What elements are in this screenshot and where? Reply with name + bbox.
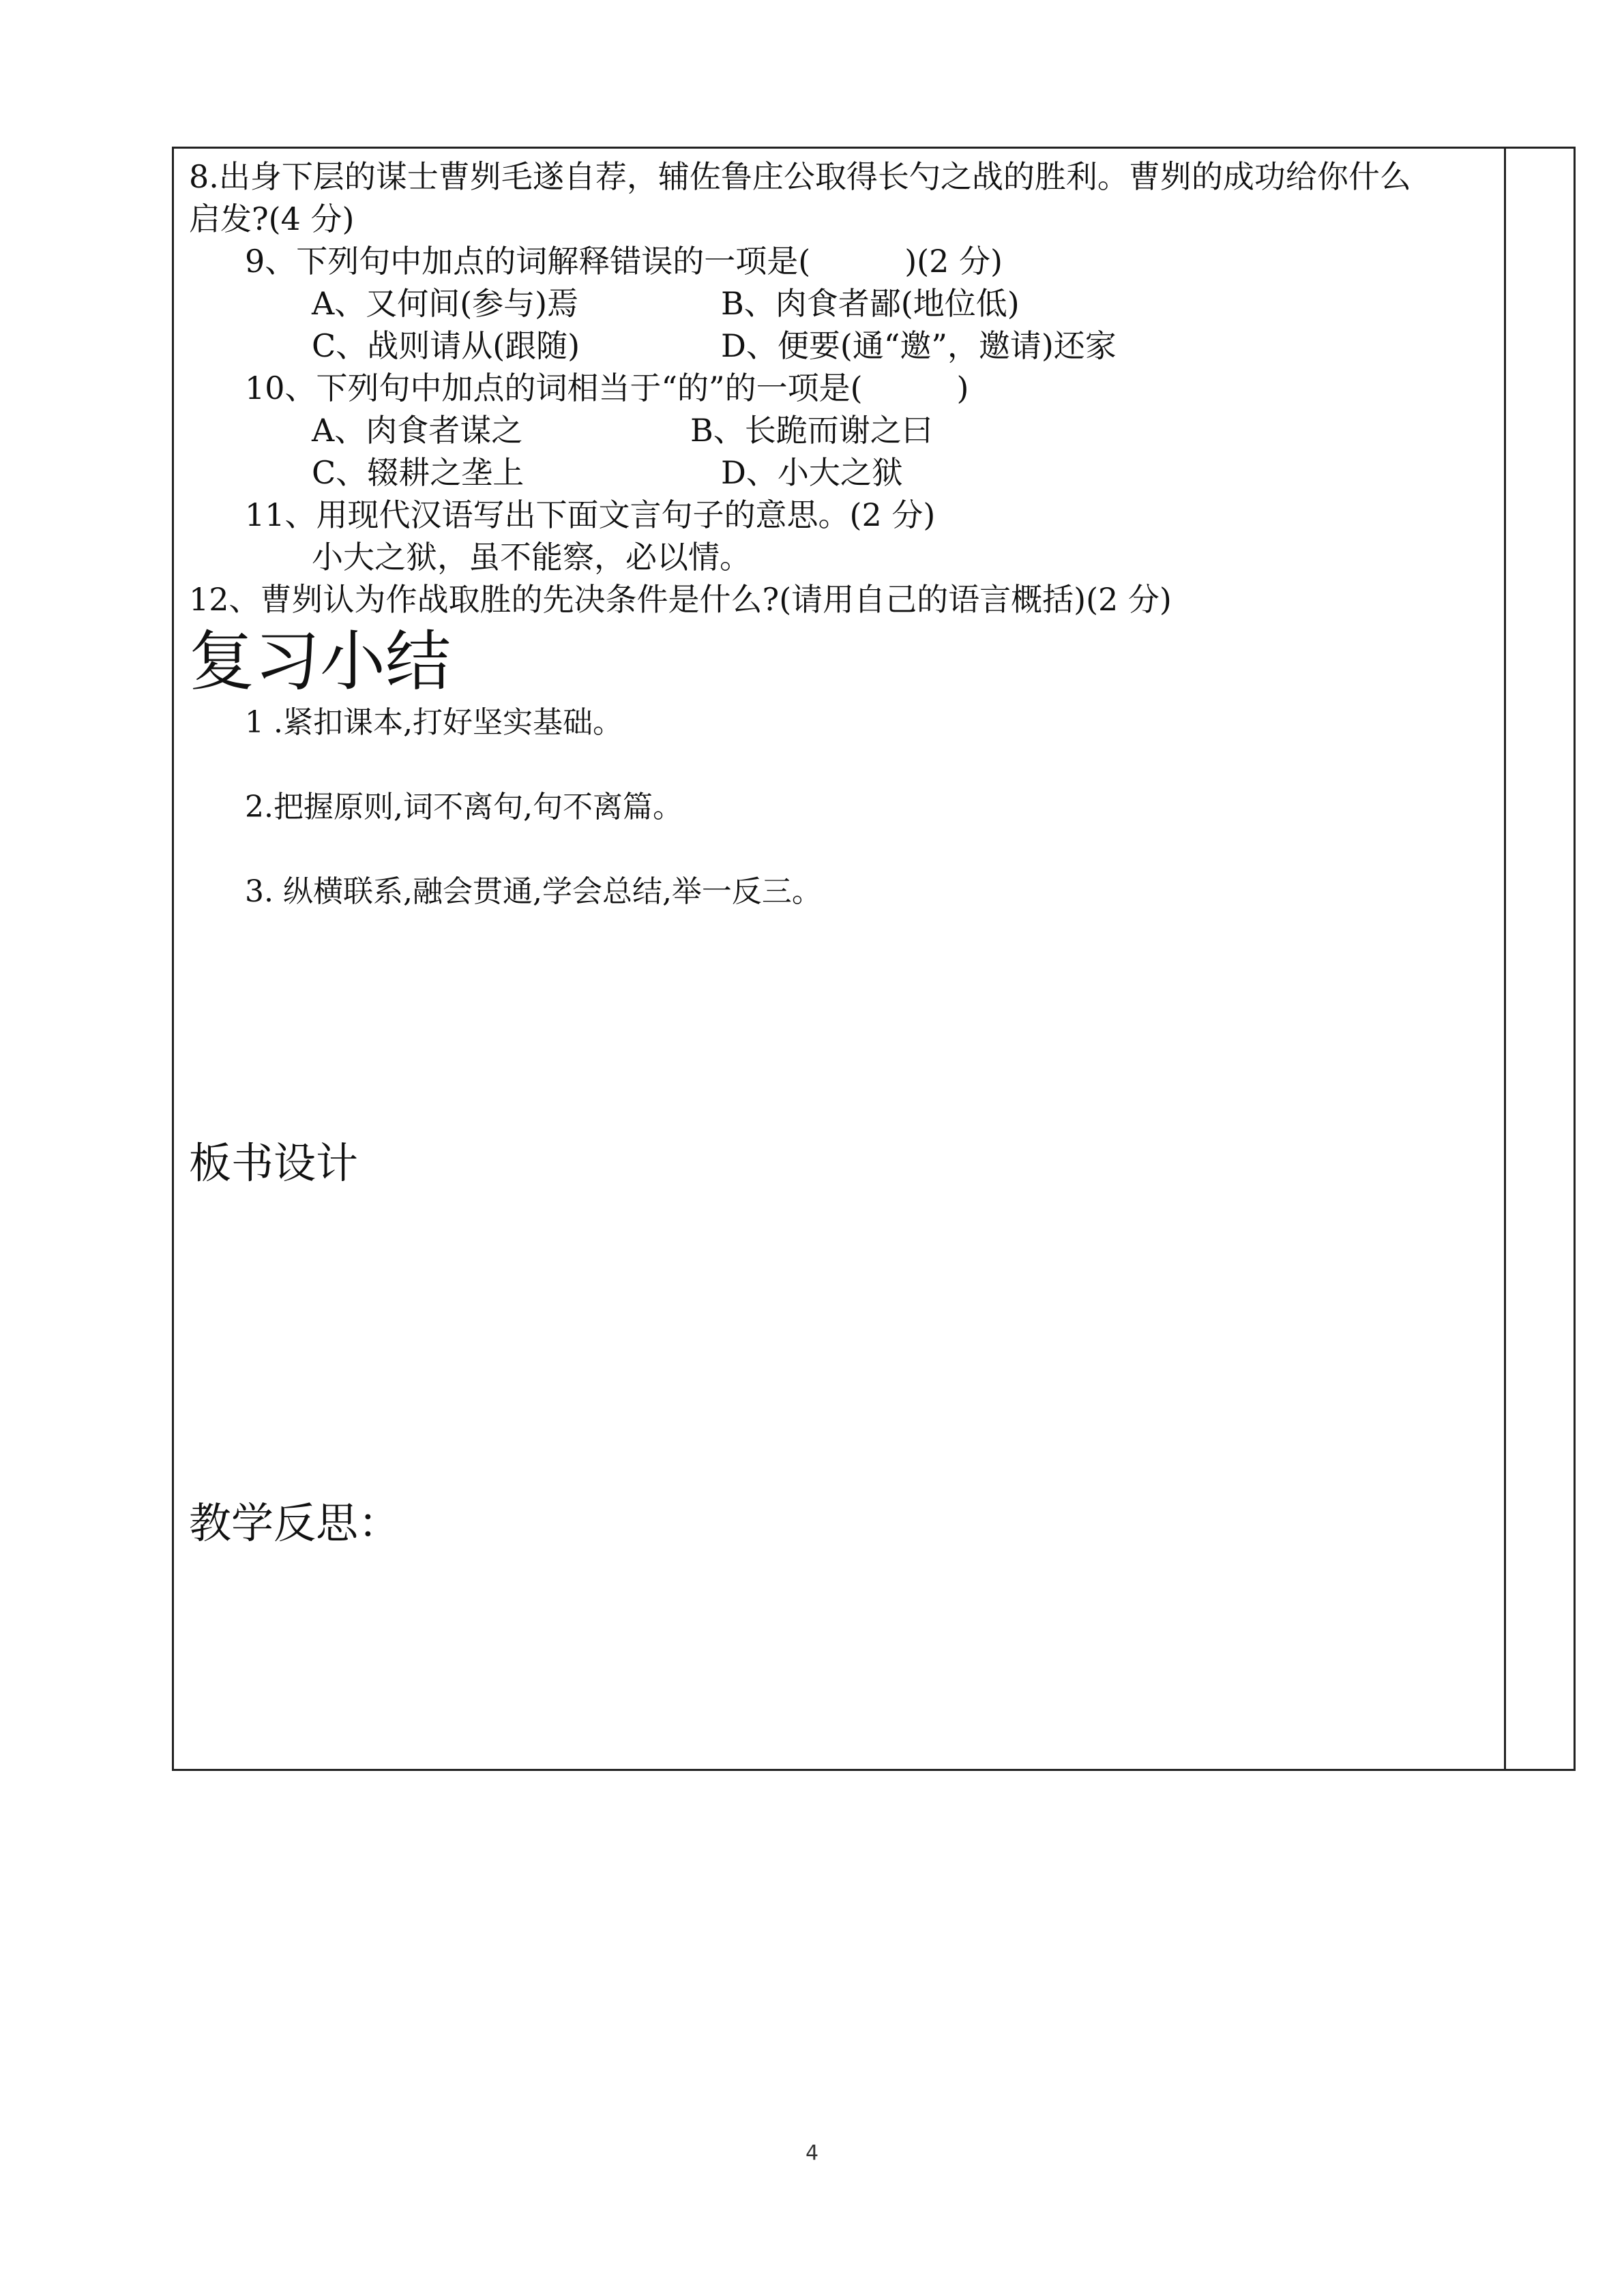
q10-option-a: A、肉食者谋之 [312,412,523,449]
q10-option-b: B、长跪而谢之曰 [690,412,933,449]
q9-option-a: A、又何间(参与)焉 [312,285,579,322]
q9-option-c: C、战则请从(跟随) [312,327,580,364]
question-12: 12、曹刿认为作战取胜的先决条件是什么?(请用自己的语言概括)(2 分) [189,581,1172,618]
question-8-line1: 8.出身下层的谋士曹刿毛遂自荐，辅佐鲁庄公取得长勺之战的胜利。曹刿的成功给你什么 [189,158,1411,195]
q10-option-c: C、辍耕之垄上 [312,454,525,491]
board-design-heading: 板书设计 [189,1138,359,1188]
main-cell [189,155,1492,1551]
question-9: 9、下列句中加点的词解释错误的一项是( )(2 分) [245,243,1003,280]
column-divider [1504,149,1506,1769]
summary-item-3: 3. 纵横联系,融会贯通,学会总结,举一反三。 [245,874,822,909]
question-11: 11、用现代汉语写出下面文言句子的意思。(2 分) [245,496,936,533]
q9-option-d: D、便要(通“邀”，邀请)还家 [721,327,1117,364]
q9-option-b: B、肉食者鄙(地位低) [721,285,1020,322]
lesson-table [172,147,1576,1771]
question-10: 10、下列句中加点的词相当于“的”的一项是( ) [245,370,969,406]
question-9-options-row1 [189,282,1492,325]
q10-option-d: D、小大之狱 [721,454,903,491]
summary-item-2: 2.把握原则,词不离句,句不离篇。 [245,790,683,824]
reflection-heading: 教学反思： [189,1498,401,1548]
summary-item-1: 1 .紧扣课本,打好坚实基础。 [245,705,623,740]
question-11-text: 小大之狱，虽不能察，必以情。 [312,539,751,576]
question-10-options-row1 [189,409,1492,451]
question-9-options-row2 [189,325,1492,367]
question-8-line2: 启发?(4 分) [189,200,355,237]
summary-heading: 复习小结 [189,623,451,700]
page-number: 4 [805,2141,819,2165]
question-10-options-row2 [189,451,1492,494]
